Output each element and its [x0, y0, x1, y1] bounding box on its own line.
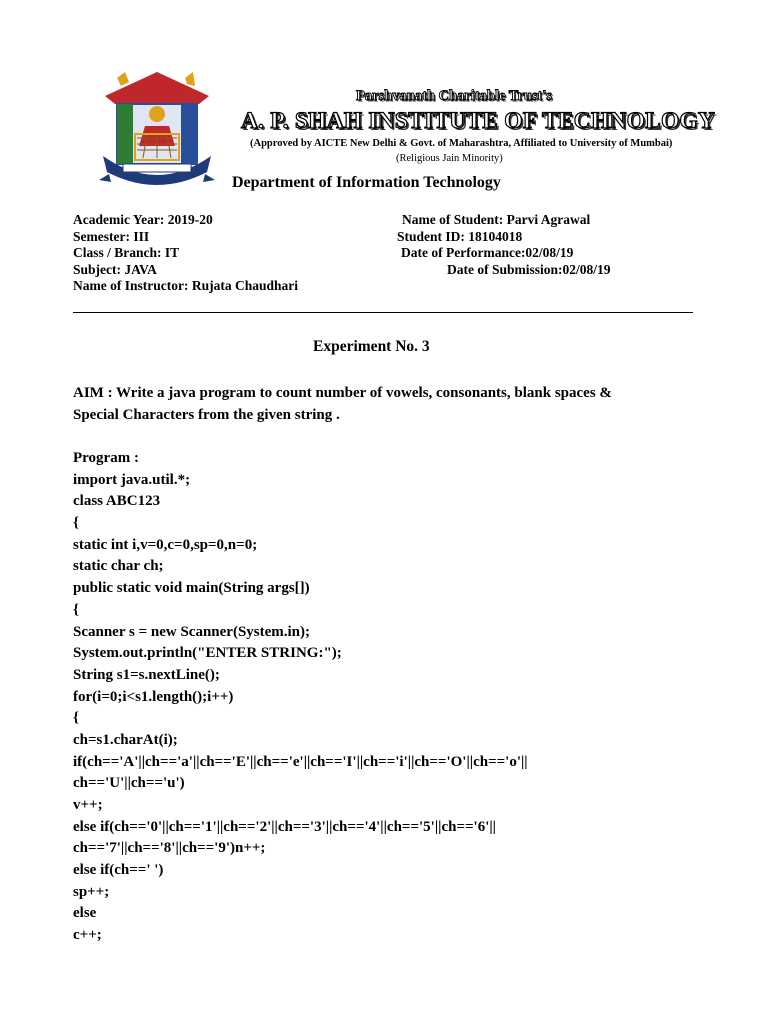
instructor-name: Name of Instructor: Rujata Chaudhari: [73, 278, 298, 293]
code-line: sp++;: [73, 883, 110, 900]
code-line: ch=s1.charAt(i);: [73, 731, 178, 748]
code-line: Scanner s = new Scanner(System.in);: [73, 623, 311, 640]
performance-date: Date of Performance:02/08/19: [401, 245, 574, 260]
approval-note: (Approved by AICTE New Delhi & Govt. of Maharashtra, Affiliated to University of Mumbai): [250, 138, 673, 149]
code-line: for(i=0;i<s1.length();i++): [73, 688, 234, 705]
code-line: public static void main(String args[]): [73, 580, 310, 597]
code-line: String s1=s.nextLine();: [73, 666, 220, 683]
student-name: Name of Student: Parvi Agrawal: [402, 212, 591, 227]
academic-year: Academic Year: 2019-20: [73, 212, 213, 227]
submission-date: Date of Submission:02/08/19: [447, 262, 611, 277]
subject: Subject: JAVA: [73, 262, 157, 277]
code-line: static char ch;: [73, 558, 164, 575]
code-line: class ABC123: [73, 493, 161, 510]
trust-name: Parshvanath Charitable Trust's: [356, 88, 553, 104]
code-line: ch=='U'||ch=='u'): [73, 775, 185, 792]
aim-statement: [73, 382, 698, 426]
code-line: System.out.println("ENTER STRING:");: [73, 645, 342, 662]
aim-line: Special Characters from the given string .: [73, 407, 340, 423]
code-line: else if(ch=='0'||ch=='1'||ch=='2'||ch=='3'||ch=='4'||ch=='5'||ch=='6'||: [73, 818, 496, 835]
program-label: Program :: [73, 450, 139, 466]
experiment-title: Experiment No. 3: [313, 338, 430, 355]
code-line: c++;: [73, 927, 102, 944]
class-branch: Class / Branch: IT: [73, 245, 180, 260]
divider-rule: [73, 312, 693, 313]
code-line: ch=='7'||ch=='8'||ch=='9')n++;: [73, 840, 266, 857]
code-line: static int i,v=0,c=0,sp=0,n=0;: [73, 536, 258, 553]
code-line: v++;: [73, 797, 103, 813]
semester: Semester: III: [73, 229, 150, 244]
code-line: if(ch=='A'||ch=='a'||ch=='E'||ch=='e'||ch=='I'||ch=='i'||ch=='O'||ch=='o'||: [73, 753, 528, 770]
institute-name: A. P. SHAH INSTITUTE OF TECHNOLOGY: [241, 108, 716, 134]
institute-emblem-icon: [95, 68, 219, 192]
department-title: Department of Information Technology: [232, 174, 501, 191]
code-line: else if(ch==' '): [73, 862, 164, 879]
program-code: [73, 448, 693, 947]
minority-note: (Religious Jain Minority): [396, 153, 503, 164]
student-id: Student ID: 18104018: [397, 229, 523, 244]
code-line: {: [73, 515, 79, 532]
code-line: import java.util.*;: [73, 471, 191, 488]
aim-line: AIM : Write a java program to count number of vowels, consonants, blank spaces &: [73, 385, 612, 401]
code-line: else: [73, 905, 97, 922]
code-line: {: [73, 601, 79, 618]
code-line: {: [73, 710, 79, 727]
